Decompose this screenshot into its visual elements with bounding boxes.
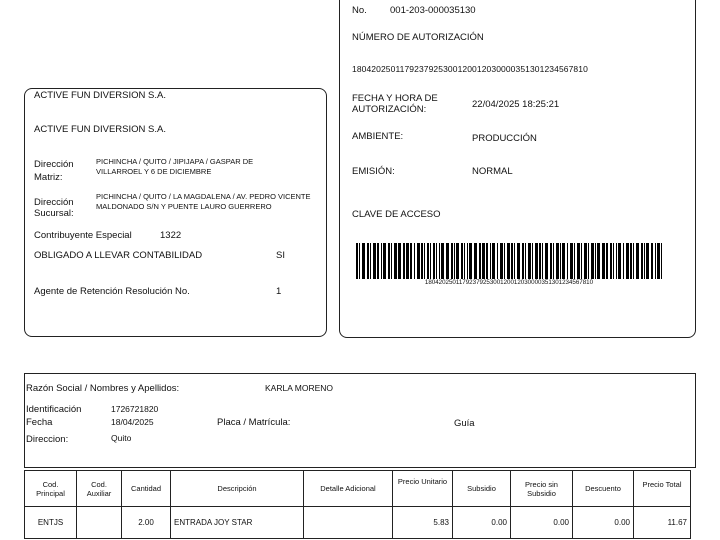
table-row <box>25 507 691 539</box>
cell-descuento: 0.00 <box>573 507 634 539</box>
barcode-bar <box>433 243 435 279</box>
barcode-bar <box>414 243 415 279</box>
barcode-bar <box>633 243 634 279</box>
barcode-bar <box>641 243 643 279</box>
accounting-value: SI <box>276 250 285 261</box>
customer-id: 1726721820 <box>111 404 159 414</box>
barcode-bar <box>398 243 401 279</box>
auth-datetime: 22/04/2025 18:25:21 <box>472 99 560 110</box>
customer-name: KARLA MORENO <box>265 383 334 393</box>
barcode-bar <box>454 243 455 279</box>
customer-address-label: Direccion: <box>26 434 69 445</box>
barcode-bar <box>456 243 459 279</box>
header-cantidad: Cantidad <box>122 471 171 507</box>
customer-id-label: Identificación <box>26 404 82 415</box>
customer-address: Quito <box>111 433 132 443</box>
header-precio-unitario: Precio Unitario <box>393 471 453 507</box>
barcode-bar <box>482 243 485 279</box>
emission-label: EMISIÓN: <box>352 166 395 177</box>
invoice-number: 001-203-000035130 <box>390 5 476 16</box>
header-descripcion: Descripción <box>171 471 304 507</box>
customer-date: 18/04/2025 <box>111 417 154 427</box>
barcode-bar <box>532 243 533 279</box>
barcode-bar <box>626 243 629 279</box>
barcode-bar <box>646 243 649 279</box>
barcode-bar <box>410 243 412 279</box>
retention-label: Agente de Retención Resolución No. <box>34 286 190 297</box>
barcode-bar <box>636 243 639 279</box>
customer-date-label: Fecha <box>26 417 53 428</box>
environment-value: PRODUCCIÓN <box>472 133 537 144</box>
barcode-bar <box>574 243 575 279</box>
barcode-bar <box>446 243 449 279</box>
cell-cod-principal: ENTJS <box>25 507 77 539</box>
barcode-bar <box>439 243 440 279</box>
barcode-bar <box>553 243 554 279</box>
customer-name-label: Razón Social / Nombres y Apellidos: <box>26 383 180 394</box>
invoice-number-label: No. <box>352 5 367 16</box>
barcode-bar <box>522 243 524 279</box>
barcode-bar <box>581 243 582 279</box>
barcode-bar <box>451 243 453 279</box>
barcode-bar <box>391 243 392 279</box>
barcode-bar <box>610 243 612 279</box>
cell-detalle-adicional <box>304 507 393 539</box>
barcode-bar <box>381 243 382 279</box>
barcode-bar <box>370 243 371 279</box>
special-taxpayer-label: Contribuyente Especial <box>34 230 132 241</box>
barcode-bar <box>373 243 376 279</box>
barcode-bar <box>651 243 653 279</box>
barcode-bar <box>427 243 429 279</box>
barcode-bar <box>421 243 423 279</box>
special-taxpayer-value: 1322 <box>160 230 182 241</box>
barcode-bar <box>517 243 520 279</box>
barcode-bar <box>525 243 526 279</box>
barcode-bar <box>556 243 559 279</box>
emission-value: NORMAL <box>472 166 513 177</box>
barcode-bar <box>359 243 360 279</box>
barcode-bar <box>539 243 541 279</box>
barcode-bar <box>492 243 495 279</box>
access-key-label: CLAVE DE ACCESO <box>352 209 441 220</box>
table-header-row <box>25 471 691 507</box>
barcode-bar <box>424 243 425 279</box>
barcode-bar <box>500 243 503 279</box>
barcode-bar <box>560 243 561 279</box>
branch-address: PICHINCHA / QUITO / LA MAGDALENA / AV. PEDRO VICENTE MALDONADO S/N Y PUENTE LAURO GUERRERO <box>96 192 311 211</box>
barcode-bar <box>562 243 565 279</box>
barcode-bar <box>630 243 632 279</box>
barcode-bar <box>535 243 538 279</box>
barcode-bar <box>406 243 409 279</box>
barcode-bar <box>661 243 662 279</box>
cell-precio-total: 11.67 <box>634 507 691 539</box>
auth-number-label: NÚMERO DE AUTORIZACIÓN <box>352 32 484 43</box>
accounting-label: OBLIGADO A LLEVAR CONTABILIDAD <box>34 250 203 261</box>
barcode-bar <box>490 243 491 279</box>
cell-cod-auxiliar <box>77 507 122 539</box>
barcode-bar <box>655 243 656 279</box>
barcode-bar <box>504 243 505 279</box>
details-table <box>24 470 691 539</box>
matrix-address-label: Dirección Matriz: <box>34 159 74 183</box>
issuer-name: ACTIVE FUN DIVERSION S.A. <box>34 90 166 101</box>
barcode-bar <box>367 243 369 279</box>
header-descuento: Descuento <box>573 471 634 507</box>
barcode-bar <box>356 243 358 279</box>
guide-label: Guía <box>454 418 475 429</box>
barcode-bar <box>497 243 498 279</box>
header-detalle-adicional: Detalle Adicional <box>304 471 393 507</box>
barcode-bar <box>595 243 596 279</box>
barcode-bar <box>570 243 573 279</box>
barcode-bar <box>584 243 587 279</box>
barcode-text: 1804202501179237925300120012030000351301234567810 <box>424 279 594 286</box>
barcode-bar <box>606 243 608 279</box>
branch-address-label: Dirección Sucursal: <box>34 197 74 219</box>
cell-precio-unitario: 5.83 <box>393 507 453 539</box>
barcode-bar <box>528 243 531 279</box>
barcode-bar <box>545 243 548 279</box>
retention-value: 1 <box>276 286 282 297</box>
header-precio-sin-subsidio: Precio sin Subsidio <box>511 471 573 507</box>
barcode-bar <box>588 243 589 279</box>
barcode-bar <box>597 243 600 279</box>
barcode-bar <box>511 243 513 279</box>
cell-cantidad: 2.00 <box>122 507 171 539</box>
barcode-bar <box>623 243 624 279</box>
barcode-bar <box>657 243 660 279</box>
barcode-bar <box>507 243 510 279</box>
matrix-address: PICHINCHA / QUITO / JIPIJAPA / GASPAR DE VILLARROEL Y 6 DE DICIEMBRE <box>96 157 254 176</box>
barcode-bar <box>430 243 431 279</box>
barcode-bar <box>436 243 437 279</box>
cell-subsidio: 0.00 <box>453 507 511 539</box>
barcode-bar <box>644 243 645 279</box>
barcode-bar <box>567 243 568 279</box>
barcode-bar <box>467 243 468 279</box>
header-cod-principal: Cod. Principal <box>25 471 77 507</box>
barcode-bar <box>441 243 444 279</box>
barcode-bar <box>591 243 594 279</box>
barcode-bar <box>486 243 488 279</box>
auth-datetime-label: FECHA Y HORA DE AUTORIZACIÓN: <box>352 93 438 115</box>
environment-label: AMBIENTE: <box>352 131 404 142</box>
barcode-bar <box>474 243 477 279</box>
barcode-bar <box>417 243 420 279</box>
barcode-bar <box>464 243 465 279</box>
header-subsidio: Subsidio <box>453 471 511 507</box>
header-cod-auxiliar: Cod. Auxiliar <box>77 471 122 507</box>
barcode-bar <box>388 243 390 279</box>
barcode-bar <box>542 243 543 279</box>
barcode-bar <box>383 243 386 279</box>
barcode-bar <box>616 243 617 279</box>
auth-number: 1804202501179237925300120012030000351301234567810 <box>352 64 588 74</box>
barcode-bar <box>479 243 481 279</box>
cell-descripcion: ENTRADA JOY STAR <box>171 507 304 539</box>
plate-label: Placa / Matrícula: <box>217 417 291 428</box>
barcode-bar <box>613 243 614 279</box>
barcode-bar <box>577 243 580 279</box>
barcode-bar <box>461 243 463 279</box>
barcode-bar <box>550 243 552 279</box>
barcode-bar <box>403 243 405 279</box>
issuer-trade-name: ACTIVE FUN DIVERSION S.A. <box>34 124 166 135</box>
barcode-bar <box>394 243 397 279</box>
barcode-bar <box>469 243 472 279</box>
barcode-bar <box>602 243 605 279</box>
barcode-bar <box>618 243 621 279</box>
barcode-bar <box>514 243 515 279</box>
barcode-bar <box>377 243 379 279</box>
barcode-bar <box>362 243 365 279</box>
header-precio-total: Precio Total <box>634 471 691 507</box>
barcode <box>356 243 662 279</box>
cell-precio-sin-subsidio: 0.00 <box>511 507 573 539</box>
